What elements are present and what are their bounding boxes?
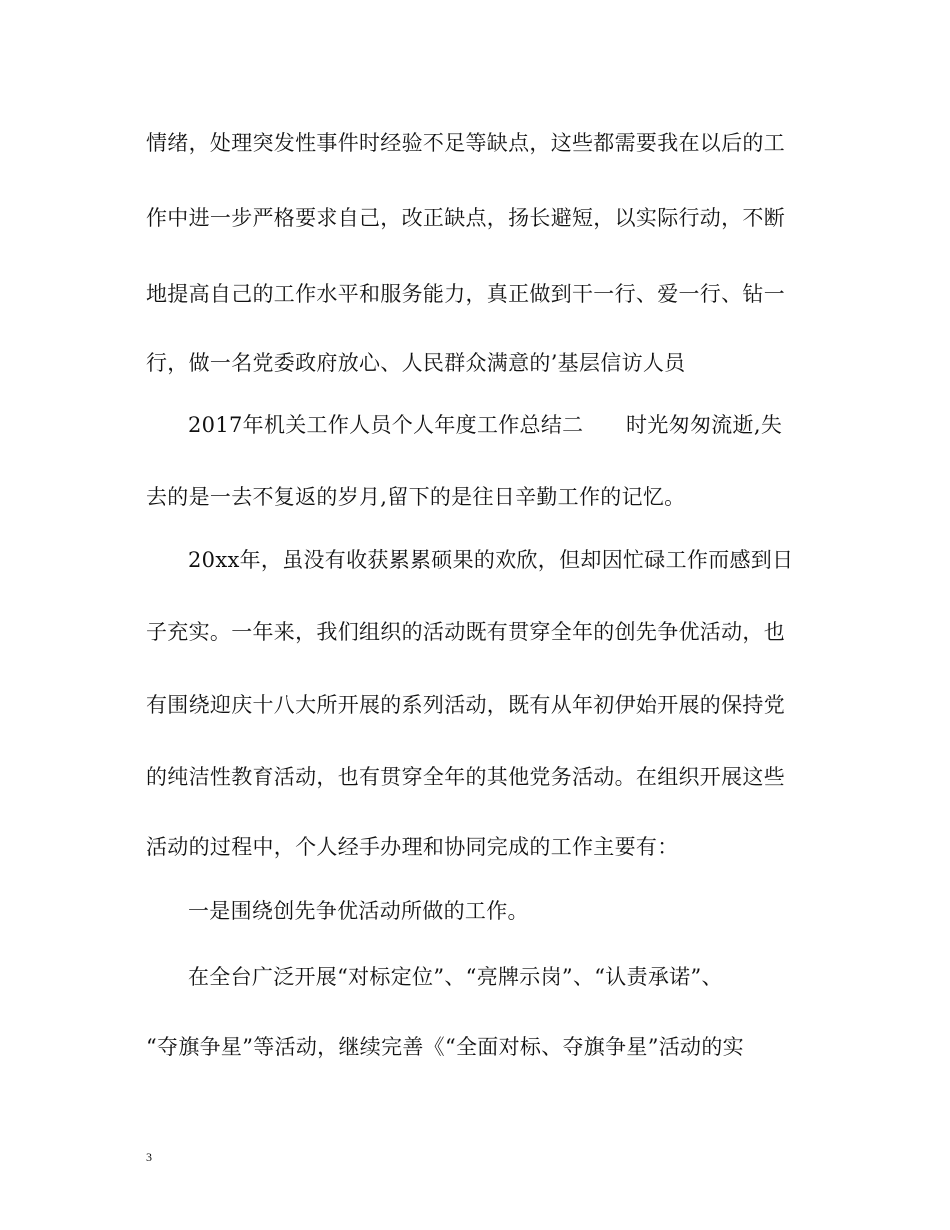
text-line: “夺旗争星”等活动，继续完善《“全面对标、夺旗争星”活动的实 — [146, 1035, 744, 1059]
paragraph-start-line: 在全台广泛开展“对标定位”、“亮牌示岗”、“认责承诺”、 — [188, 965, 723, 989]
text-line: 行，做一名党委政府放心、人民群众满意的’基层信访人员 — [146, 351, 686, 375]
text-line: 地提高自己的工作水平和服务能力，真正做到干一行、爱一行、钻一 — [146, 282, 785, 306]
text-line: 有围绕迎庆十八大所开展的系列活动，既有从年初伊始开展的保持党 — [146, 693, 785, 717]
text-line: 作中进一步严格要求自己，改正缺点，扬长避短，以实际行动，不断 — [146, 206, 785, 230]
text-line: 活动的过程中，个人经手办理和协同完成的工作主要有： — [146, 835, 679, 859]
section-heading-line: 2017年机关工作人员个人年度工作总结二 时光匆匆流逝,失 — [188, 413, 783, 437]
paragraph-start-line: 20xx年，虽没有收获累累硕果的欢欣，但却因忙碌工作而感到日 — [188, 548, 794, 572]
text-line: 子充实。一年来，我们组织的活动既有贯穿全年的创先争优活动，也 — [146, 620, 785, 644]
text-line: 去的是一去不复返的岁月,留下的是往日辛勤工作的记忆。 — [146, 485, 686, 509]
text-line: 情绪，处理突发性事件时经验不足等缺点，这些都需要我在以后的工 — [146, 131, 785, 155]
page-number: 3 — [146, 1150, 152, 1164]
text-line: 的纯洁性教育活动，也有贯穿全年的其他党务活动。在组织开展这些 — [146, 765, 785, 789]
paragraph-start-line: 一是围绕创先争优活动所做的工作。 — [188, 899, 529, 923]
